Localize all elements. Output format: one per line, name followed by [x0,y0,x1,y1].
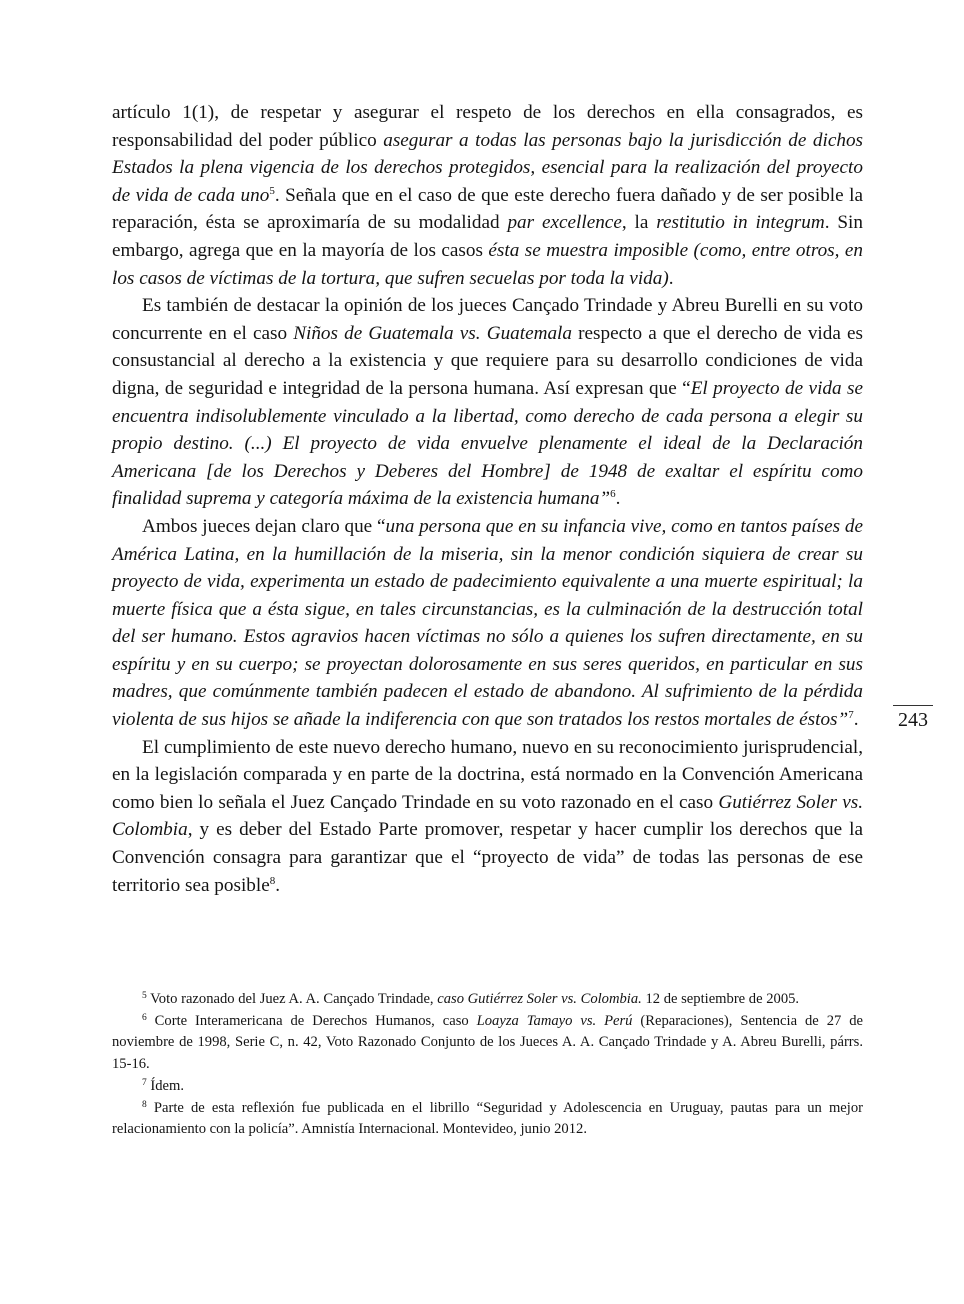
paragraph [112,734,863,900]
text-run: respecto a que el derecho de vida es consustancial al derecho a la existencia y que requiere para su desarrollo condiciones de vida digna, de seguridad e integridad de la persona humana. Así expresan que “ [112,322,863,399]
italic-text: caso Gutiérrez Soler vs. Colombia. [437,991,642,1007]
paragraph [112,292,863,513]
footnote [112,1098,863,1141]
italic-text: Gutiérrez Soler vs. Colombia [112,791,863,841]
footnote-reference: 6 [610,488,616,501]
footnote-number: 8 [142,1099,147,1110]
paragraph [112,513,863,734]
footnote-number: 7 [142,1077,147,1088]
italic-text: una persona que en su infancia vive, como en tantos países de América Latina, en la humillación de la miseria, sin la menor condición siquiera de crear su proyecto de vida, experimenta un estado de padecimiento equivalente a una muerte espiritual; la muerte física que a ésta sigue, en tales circunstancias, es la culminación de la destrucción total del ser humano. Estos agravios hacen víctimas no sólo a quienes los sufren directamente, en su espíritu y en su cuerpo; se proyectan dolorosamente en sus seres queridos, en particular en sus madres, que comúnmente también padecen el estado de abandono. Al sufrimiento de la pérdida violenta de sus hijos se añade la indiferencia con que son tratados los restos mortales de éstos” [112,515,863,731]
text-run: (Reparaciones), Sentencia de 27 de noviembre de 1998, Serie C, n. 42, Voto Razonado Conjunto de los Jueces A. A. Cançado Trindade y A. Abreu Burelli, párrs. 15-16. [112,1012,864,1073]
text-run: . [668,267,674,289]
body-text [112,99,863,899]
text-run: Parte de esta reflexión fue publicada en el librillo “Seguridad y Adolescencia en Uruguay, pautas para un mejor relacionamiento con la policía”. Amnistía Internacional. Montevideo, junio 2012. [112,1099,863,1138]
text-run: El cumplimiento de este nuevo derecho humano, nuevo en su reconocimiento jurisprudencial, en la legislación comparada y en parte de la doctrina, está normado en la Convención Americana como bien lo señala el Juez Cançado Trindade en su voto razonado en el caso [112,736,863,813]
text-run: . Sin embargo, agrega que en la mayoría de los casos [112,212,863,261]
text-run: . [853,709,859,731]
text-run: . Señala que en el caso de que este derecho fuera dañado y de ser posible la reparación, ésta se aproximaría de su modalidad [112,184,863,234]
footnote-number: 6 [142,1012,147,1023]
italic-text: ésta se muestra imposible (como, entre otros, en los casos de víctimas de la tortura, que sufren secuelas por toda la vida) [112,239,864,289]
italic-text: restitutio in integrum [656,212,825,234]
footnote [112,1076,863,1098]
text-run: artículo 1(1), de respetar y asegurar el respeto de los derechos en ella consagrados, es responsabilidad del poder público [112,102,863,151]
text-run: Ambos jueces dejan claro que “ [142,515,386,537]
footnote-reference: 8 [269,874,276,887]
text-run: . [275,874,281,896]
text-run: Voto razonado del Juez A. A. Cançado Trindade, [146,991,438,1007]
text-run: , y es deber del Estado Parte promover, respetar y hacer cumplir los derechos que la Convención consagra para garantizar que el “proyecto de vida” de todas las personas de ese territorio sea posible [112,819,863,896]
footnote [112,989,863,1011]
page-number: 243 [893,705,933,732]
text-run: . [615,488,621,510]
italic-text: par excellence [507,212,622,234]
italic-text: Loayza Tamayo vs. Perú [476,1012,633,1029]
footnotes-section [112,989,863,1141]
italic-text: Niños de Guatemala vs. Guatemala [293,322,572,344]
italic-text: El proyecto de vida se encuentra indisolublemente vinculado a la libertad, como derecho de cada persona a elegir su propio destino. (...) El proyecto de vida envuelve plenamente el ideal de la Declaración Americana [de los Derechos y Deberes del Hombre] de 1948 de exaltar el espíritu como finalidad suprema y categoría máxima de la existencia humana” [112,377,863,510]
footnote-reference: 7 [848,709,854,722]
text-run: 12 de septiembre de 2005. [641,991,800,1007]
text-run: Corte Interamericana de Derechos Humanos, caso [146,1012,477,1029]
italic-text: asegurar a todas las personas bajo la jurisdicción de dichos Estados la plena vigencia de los derechos protegidos, esencial para la realización del proyecto de vida de cada uno [112,129,864,206]
paragraph [112,99,863,292]
text-run: , la [621,212,657,234]
text-run: Es también de destacar la opinión de los jueces Cançado Trindade y Abreu Burelli en su voto concurrente en el caso [112,295,863,344]
text-run: Ídem. [146,1077,185,1094]
footnote-number: 5 [142,991,147,1001]
footnote-reference: 5 [269,184,275,197]
footnote [112,1011,863,1076]
